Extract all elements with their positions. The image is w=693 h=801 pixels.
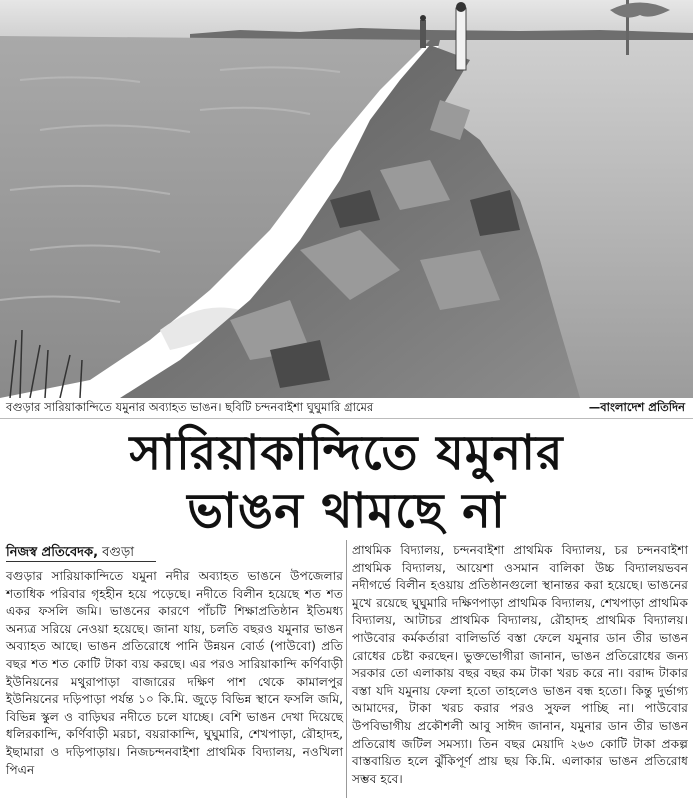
headline	[0, 424, 693, 540]
article-column-left: বগুড়ার সারিয়াকান্দিতে যমুনা নদীর অব্যাহত ভাঙনে উপজেলার শতাধিক পরিবার গৃহহীন হয়ে পড়েছে। নদীতে বিলীন হয়েছে শত শত একর ফসলি জমি। ভাঙনের কারণে পাঁচটি শিক্ষাপ্রতিষ্ঠান ইতিমধ্য অন্যত্র সরিয়ে নেওয়া হয়েছে। জানা যায়, চলতি বছরও যমুনার ভাঙন অব্যাহত আছে। ভাঙন প্রতিরোধে পানি উন্নয়ন বোর্ড (পাউবো) প্রতি বছর শত শত কোটি টাকা ব্যয় করছে। এর পরও সারিয়াকান্দি কর্ণিবাড়ী ইউনিয়নের মথুরাপাড়া বাজারের দক্ষিণ পাশ থেকে কামালপুর ইউনিয়নের দড়িপাড়া পর্যন্ত ১০ কি.মি. জুড়ে বিভিন্ন স্থানে ফসলি জমি, বিভিন্ন স্কুল ও বাড়িঘর নদীতে চলে যাচ্ছে। বেশি ভাঙন দেখা দিয়েছে ধলিরকান্দি, কর্ণিবাড়ী মরচা, বয়রাকান্দি, ঘুঘুমারি, শেখপাড়া, রৌহাদহ, ইছামারা ও দড়িপাড়ায়। নিজচন্দনবাইশা প্রাথমিক বিদ্যালয়, নওখিলা পিএন	[6, 569, 343, 777]
dateline-location: বগুড়া	[98, 545, 134, 560]
photo-illustration	[0, 0, 693, 398]
article-column-right: প্রাথমিক বিদ্যালয়, চন্দনবাইশা প্রাথমিক বিদ্যালয়, চর চন্দনবাইশা প্রাথমিক বিদ্যালয়, আয়েশা ওসমান বালিকা উচ্চ বিদ্যালয়ভবন নদীগর্ভে বিলীন হওয়ায় প্রতিষ্ঠানগুলো স্থানান্তর করা হয়েছে। ভাঙনের মুখে রয়েছে ঘুঘুমারি দক্ষিণপাড়া প্রাথমিক বিদ্যালয়, শেখপাড়া প্রাথমিক বিদ্যালয়, আটাচর প্রাথমিক বিদ্যালয়, রৌহাদহ প্রাথমিক বিদ্যালয়। পাউবোর কর্মকর্তারা বালিভর্তি বস্তা ফেলে যমুনার ডান তীর ভাঙন রোধের চেষ্টা করছেন। ভুক্তভোগীরা জানান, ভাঙন প্রতিরোধের জন্য সরকার তো এলাকায় বছর বছর কম টাকা খরচ করে না। বরাদ্দ টাকার বস্তা যদি যমুনায় ফেলা হতো তাহলেও ভাঙন বন্ধ হতো। কিন্তু দুর্ভাগ্য আমাদের, টাকা খরচ করার পরও সুফল পাচ্ছি না। পাউবোর উপবিভাগীয় প্রকৌশলী আবু সাঈদ জানান, যমুনার ডান তীর ভাঙন প্রতিরোধ জটিল সমস্যা। তিন বছর মেয়াদি ২৬৩ কোটি টাকা প্রকল্প বাস্তবায়িত হলে ঝুঁকিপূর্ণ প্রায় ছয় কি.মি. এলাকার ভাঙন প্রতিরোধ সম্ভব হবে।	[352, 543, 688, 786]
photo-caption-bar	[0, 398, 693, 419]
riverbank-erosion-photo	[0, 0, 693, 398]
column-divider	[346, 540, 347, 798]
headline-line-2: ভাঙন থামছে না	[187, 483, 506, 539]
headline-line-1: সারিয়াকান্দিতে যমুনার	[129, 425, 564, 481]
photo-credit: —বাংলাদেশ প্রতিদিন	[588, 399, 685, 414]
photo-caption: বগুড়ার সারিয়াকান্দিতে যমুনার অব্যাহত ভাঙন। ছবিটি চন্দনবাইশা ঘুঘুমারি গ্রামের	[6, 399, 374, 414]
reporter-name: নিজস্ব প্রতিবেদক,	[6, 545, 99, 560]
byline-rule	[6, 561, 156, 562]
